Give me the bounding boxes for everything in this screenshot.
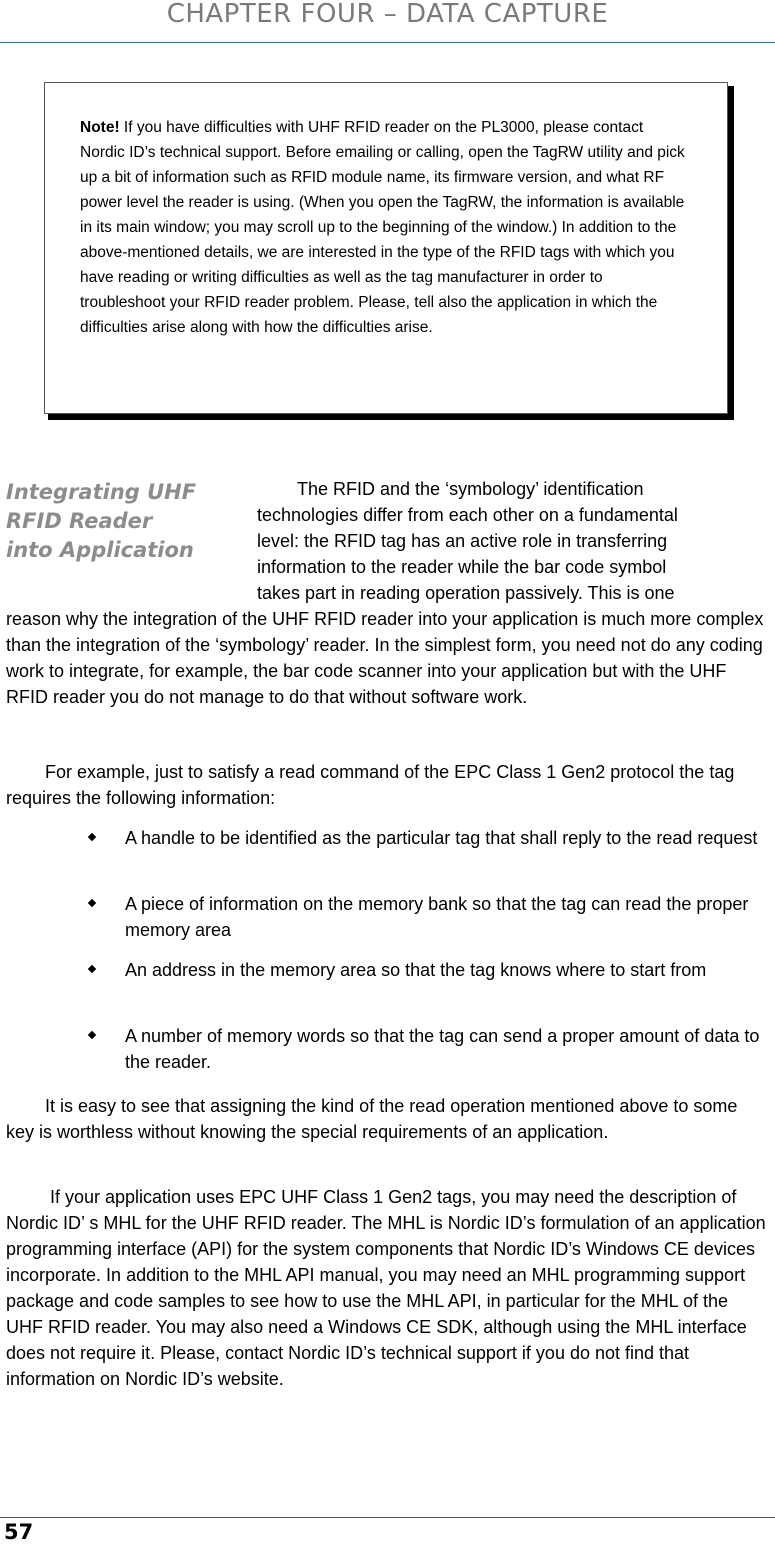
list-item-text: A piece of information on the memory bank so that the tag can read the proper memory area [125,894,749,940]
intro-line: technologies differ from each other on a fundamental [257,505,678,525]
intro-line: The RFID and the ‘symbology’ identification [297,479,644,499]
note-text [80,115,690,340]
paragraph-key-assignment [6,1093,770,1145]
intro-paragraph-start [257,476,772,606]
footer-divider [0,1517,775,1518]
header-divider [0,42,775,43]
paragraph-epc-requirements [6,759,770,811]
section-heading-line: into Application [6,538,194,562]
bullet-diamond-icon [88,899,96,907]
list-item-text: A number of memory words so that the tag can send a proper amount of data to the reader. [125,1026,760,1072]
intro-paragraph-rest [6,606,770,710]
note-label: Note! [80,119,120,136]
list-item-text: An address in the memory area so that the tag knows where to start from [125,960,707,980]
paragraph-text: It is easy to see that assigning the kind of the read operation mentioned above to some key is worthless without knowing the special requirements of an application. [6,1096,738,1142]
bullet-diamond-icon [88,965,96,973]
section-heading-line: Integrating UHF [6,480,197,504]
bullet-diamond-icon [88,833,96,841]
list-item-text: A handle to be identified as the particular tag that shall reply to the read request [125,828,758,848]
note-box [44,82,728,414]
paragraph-mhl [6,1184,770,1392]
paragraph-text: If your application uses EPC UHF Class 1 Gen2 tags, you may need the description of Nordic ID’ s MHL for the UHF RFID reader. The MHL is Nordic ID’s formulation of an application programming interface (API) for the system components that Nordic ID’s Windows CE devices incorporate. In addition to the MHL API manual, you may need an MHL programming support package and code samples to see how to use the MHL API, in particular for the MHL of the UHF RFID reader. You may also need a Windows CE SDK, although using the MHL interface does not require it. Please, contact Nordic ID’s technical support if you do not find that information on Nordic ID’s website. [6,1187,766,1389]
intro-line: information to the reader while the bar code symbol [257,557,667,577]
section-heading-line: RFID Reader [6,509,153,533]
note-body: If you have difficulties with UHF RFID reader on the PL3000, please contact Nordic ID’s technical support. Before emailing or calling, open the TagRW utility and pick up a bit of information such as RFID module name, its firmware version, and what RF power level the reader is using. (When you open the TagRW, the information is available in its main window; you may scroll up to the beginning of the window.) In addition to the above-mentioned details, we are interested in the type of the RFID tags with which you have reading or writing difficulties as well as the tag manufacturer in order to troubleshoot your RFID reader problem. Please, tell also the application in which the difficulties arise along with how the difficulties arise. [80,119,685,336]
section-heading [6,478,206,565]
paragraph-text: For example, just to satisfy a read command of the EPC Class 1 Gen2 protocol the tag requires the following information: [6,762,735,808]
intro-paragraph-text: reason why the integration of the UHF RFID reader into your application is much more complex than the integration of the ‘symbology’ reader. In the simplest form, you need not do any coding work to integrate, for example, the bar code scanner into your application but with the UHF RFID reader you do not manage to do that without software work. [6,609,764,707]
bullet-diamond-icon [88,1031,96,1039]
chapter-title: CHAPTER FOUR – DATA CAPTURE [166,0,609,29]
intro-line: level: the RFID tag has an active role in transferring [257,531,668,551]
intro-line: takes part in reading operation passively. This is one [257,583,675,603]
page-number: 57 [4,1520,34,1544]
